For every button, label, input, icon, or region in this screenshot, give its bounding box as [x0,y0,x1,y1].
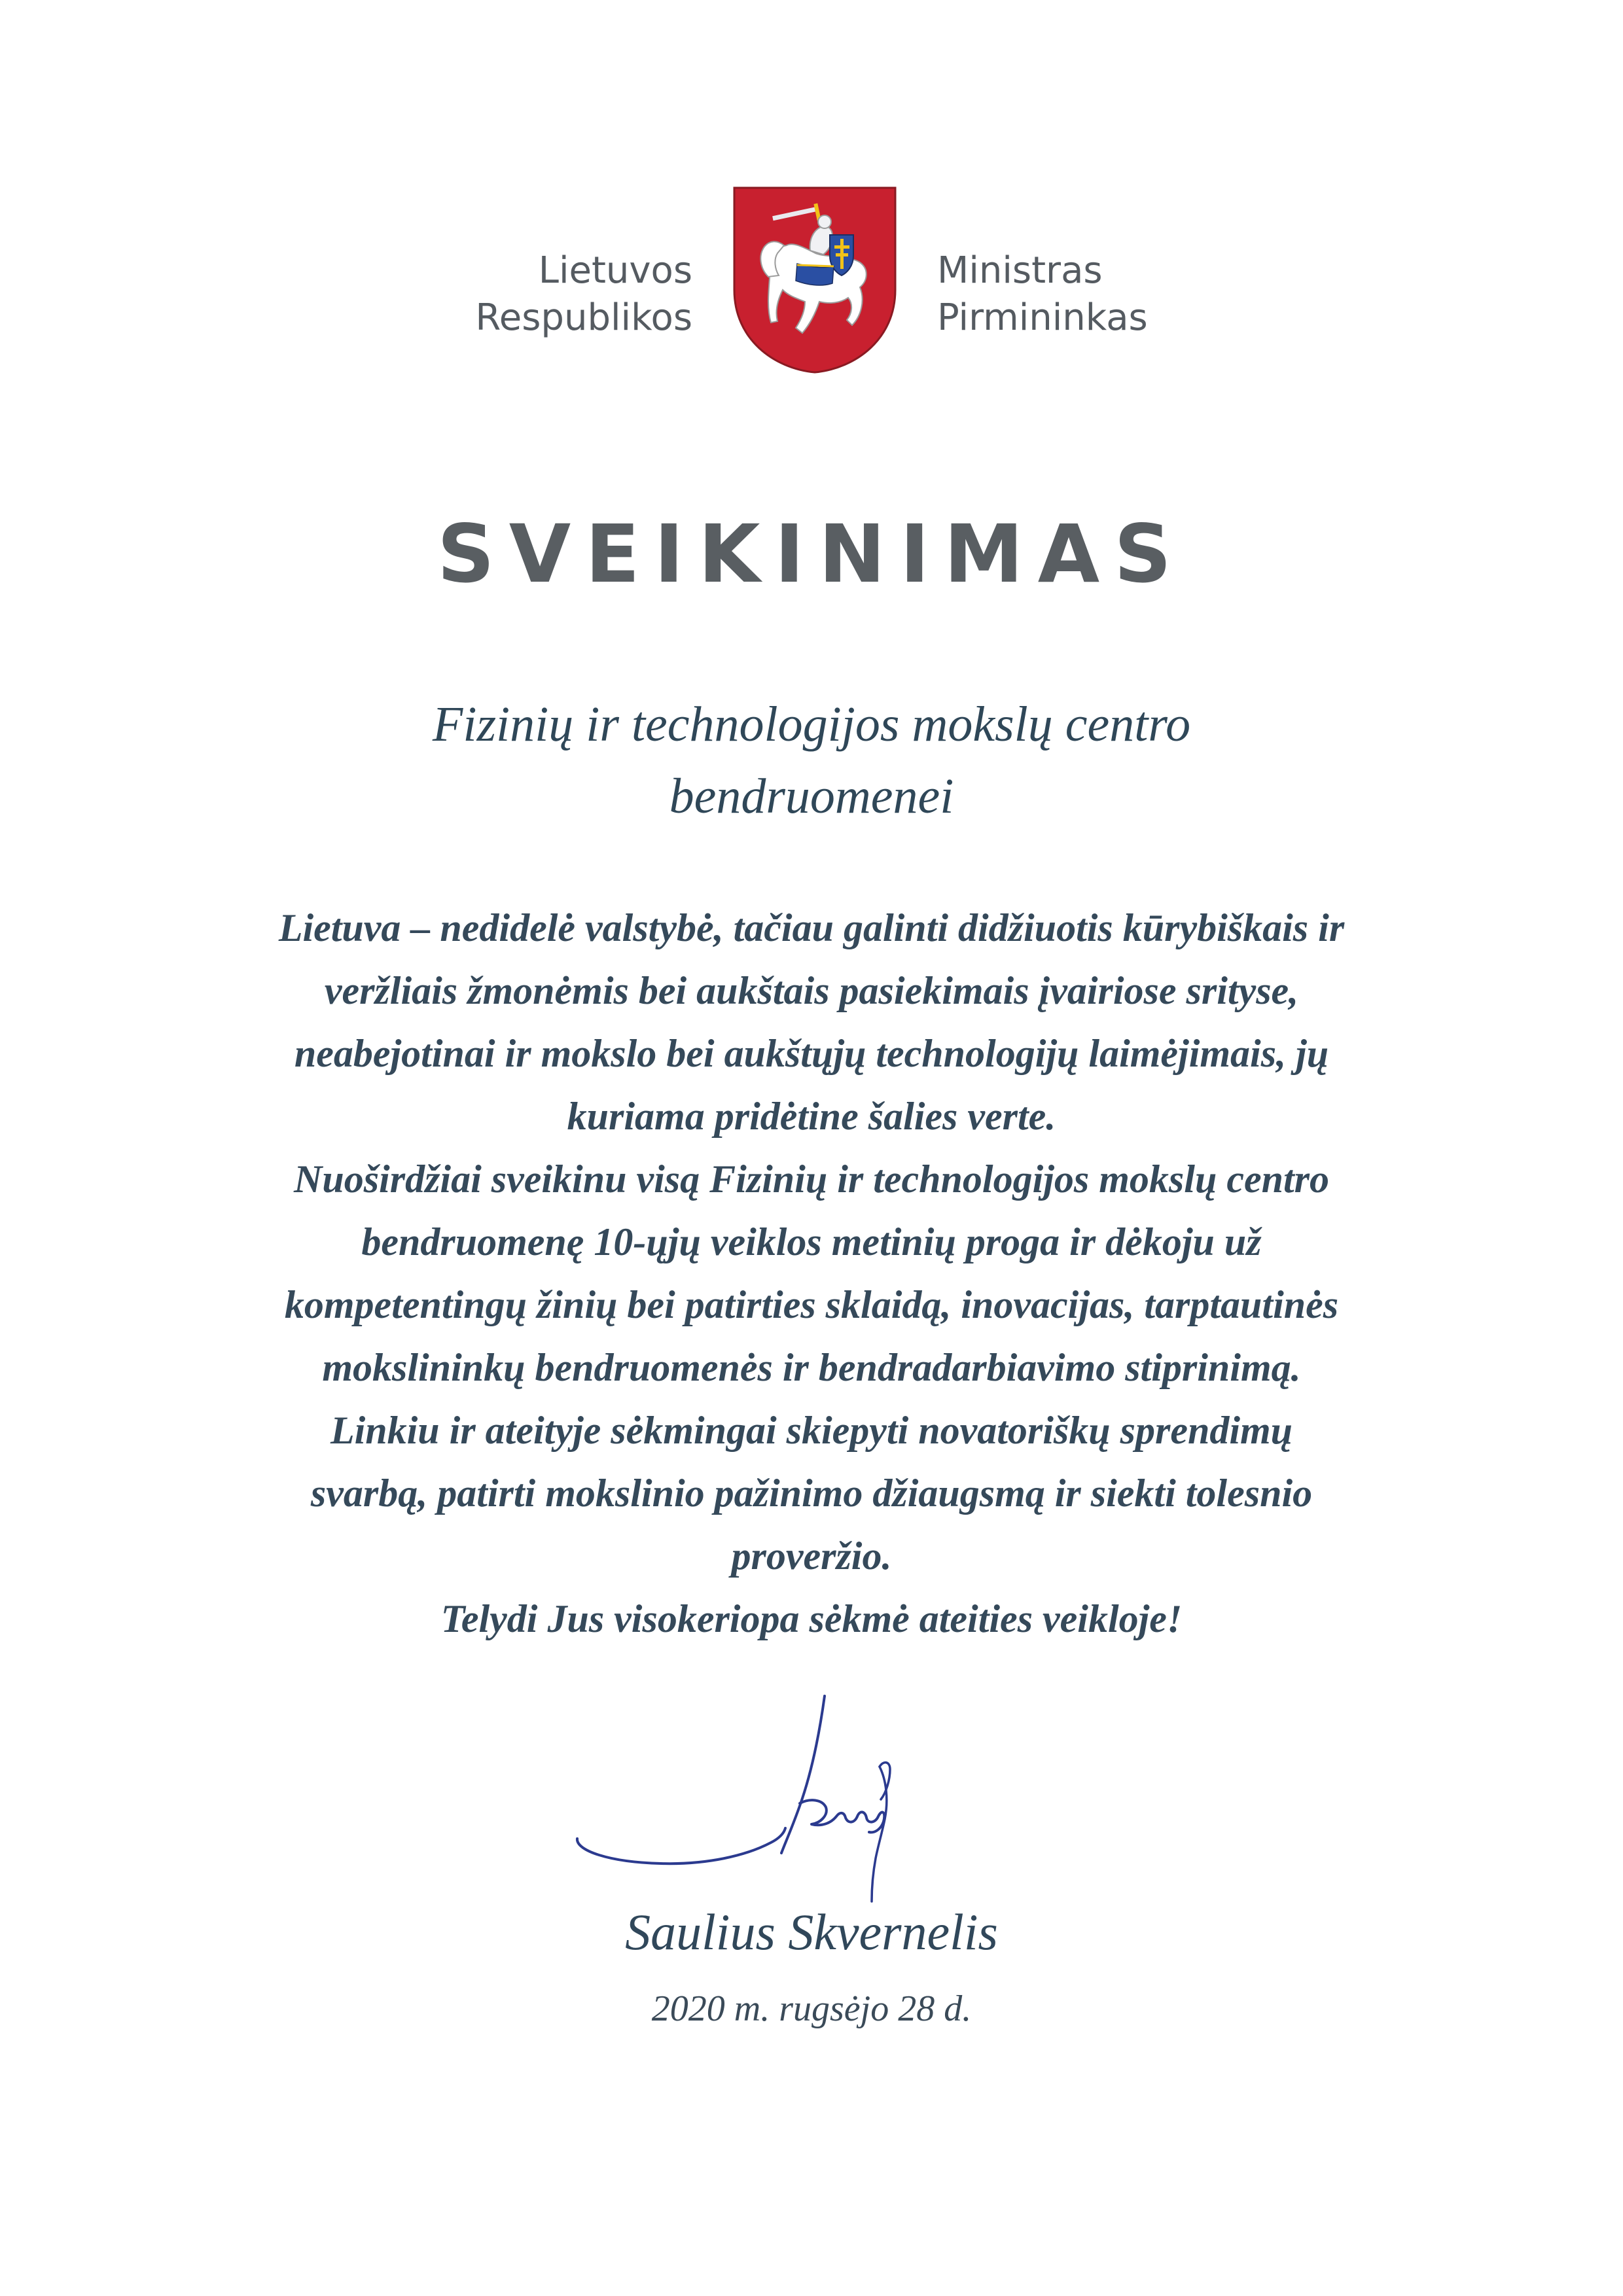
paragraph-2 [144,1148,1479,1399]
org-right-line-1: Ministras [937,249,1103,292]
paragraph-4 [144,1587,1479,1650]
addressee-line-2: bendruomenei [669,769,954,824]
paragraph-line: neabejotinai ir mokslo bei aukštųjų technologijų laimėjimais, jų [294,1032,1329,1075]
paragraph-1 [144,896,1479,1148]
paragraph-line: veržliais žmonėmis bei aukštais pasiekimais įvairiose srityse, [324,969,1299,1012]
signature-icon [563,1688,929,1911]
letter-date: 2020 m. rugsėjo 28 d. [651,1988,972,2029]
coat-of-arms-icon [732,185,898,375]
org-right-line-2: Pirmininkas [937,296,1148,339]
paragraph-line: svarbą, patirti mokslinio pažinimo džiaugsmą ir siekti tolesnio [310,1472,1313,1515]
org-left-line-1: Lietuvos [538,249,692,292]
paragraph-line: Lietuva – nedidelė valstybė, tačiau galinti didžiuotis kūrybiškais ir [278,906,1345,949]
paragraph-line: proveržio. [731,1534,892,1578]
paragraph-line: kompetentingų žinių bei patirties sklaidą, inovacijas, tarptautinės [284,1283,1339,1326]
letter-body [144,896,1479,1650]
addressee [157,688,1466,832]
paragraph-line: Linkiu ir ateityje sėkmingai skiepyti novatoriškų sprendimų [330,1409,1293,1452]
header-org-right [937,247,1264,342]
paragraph-3 [144,1399,1479,1587]
header-org-left [393,247,692,342]
paragraph-line: kuriama pridėtine šalies verte. [567,1095,1056,1138]
paragraph-line: mokslininkų bendruomenės ir bendradarbiavimo stiprinimą. [322,1346,1301,1389]
paragraph-line: Nuoširdžiai sveikinu visą Fizinių ir technologijos mokslų centro [294,1157,1329,1201]
paragraph-line: Telydi Jus visokeriopa sėkmė ateities veikloje! [440,1597,1183,1640]
org-left-line-2: Respublikos [475,296,692,339]
addressee-line-1: Fizinių ir technologijos mokslų centro [432,697,1191,752]
document-title: SVEIKINIMAS [437,508,1186,601]
signer-name: Saulius Skvernelis [625,1903,998,1960]
paragraph-line: bendruomenę 10-ųjų veiklos metinių proga ir dėkoju už [361,1220,1262,1263]
